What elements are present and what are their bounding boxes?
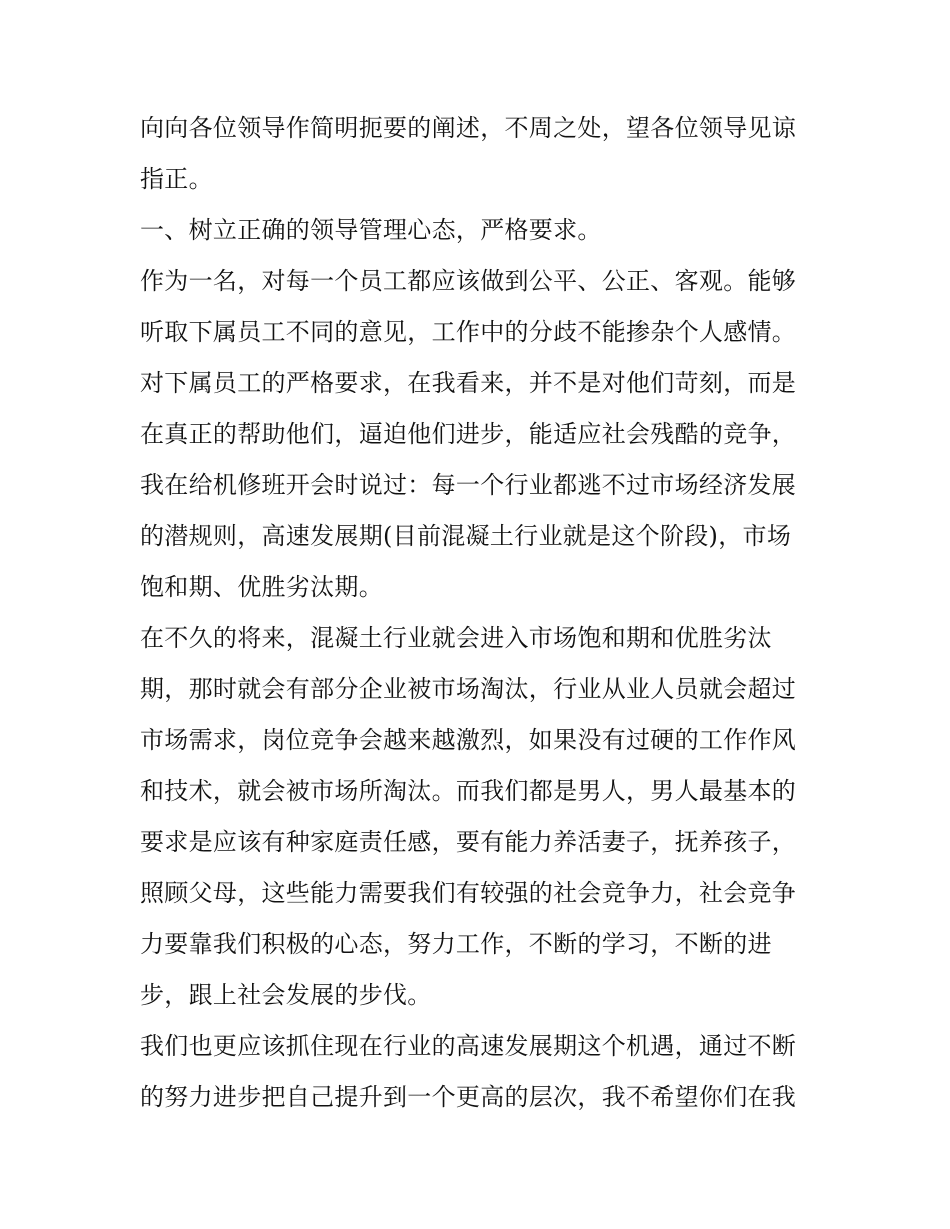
- text-line: 要求是应该有种家庭责任感，要有能力养活妻子，抚养孩子，: [140, 828, 797, 856]
- text-line: 我们也更应该抓住现在行业的高速发展期这个机遇，通过不断: [140, 1032, 797, 1060]
- text-line: 步，跟上社会发展的步伐。: [140, 981, 432, 1009]
- text-line: 对下属员工的严格要求，在我看来，并不是对他们苛刻，而是: [140, 369, 797, 397]
- text-line: 向向各位领导作简明扼要的阐述，不周之处，望各位领导见谅: [140, 114, 797, 142]
- text-line: 指正。: [140, 165, 213, 193]
- text-line: 照顾父母，这些能力需要我们有较强的社会竞争力，社会竞争: [140, 879, 797, 907]
- text-line: 市场需求，岗位竞争会越来越激烈，如果没有过硬的工作作风: [140, 726, 797, 754]
- text-line: 在真正的帮助他们，逼迫他们进步，能适应社会残酷的竞争，: [140, 420, 797, 448]
- text-line: 的潜规则，高速发展期(目前混凝土行业就是这个阶段)，市场: [140, 522, 792, 550]
- text-line: 我在给机修班开会时说过：每一个行业都逃不过市场经济发展: [140, 471, 797, 499]
- text-line: 饱和期、优胜劣汰期。: [140, 573, 383, 601]
- text-line: 听取下属员工不同的意见，工作中的分歧不能掺杂个人感情。: [140, 318, 797, 346]
- text-line: 和技术，就会被市场所淘汰。而我们都是男人，男人最基本的: [140, 777, 797, 805]
- text-line: 的努力进步把自己提升到一个更高的层次，我不希望你们在我: [140, 1083, 797, 1111]
- text-line: 期，那时就会有部分企业被市场淘汰，行业从业人员就会超过: [140, 675, 797, 703]
- text-line: 在不久的将来，混凝土行业就会进入市场饱和期和优胜劣汰: [140, 624, 772, 652]
- document-body: [140, 103, 820, 1123]
- section-heading: 一、树立正确的领导管理心态，严格要求。: [140, 216, 602, 244]
- text-line: 力要靠我们积极的心态，努力工作，不断的学习，不断的进: [140, 930, 772, 958]
- text-line: 作为一名，对每一个员工都应该做到公平、公正、客观。能够: [140, 267, 797, 295]
